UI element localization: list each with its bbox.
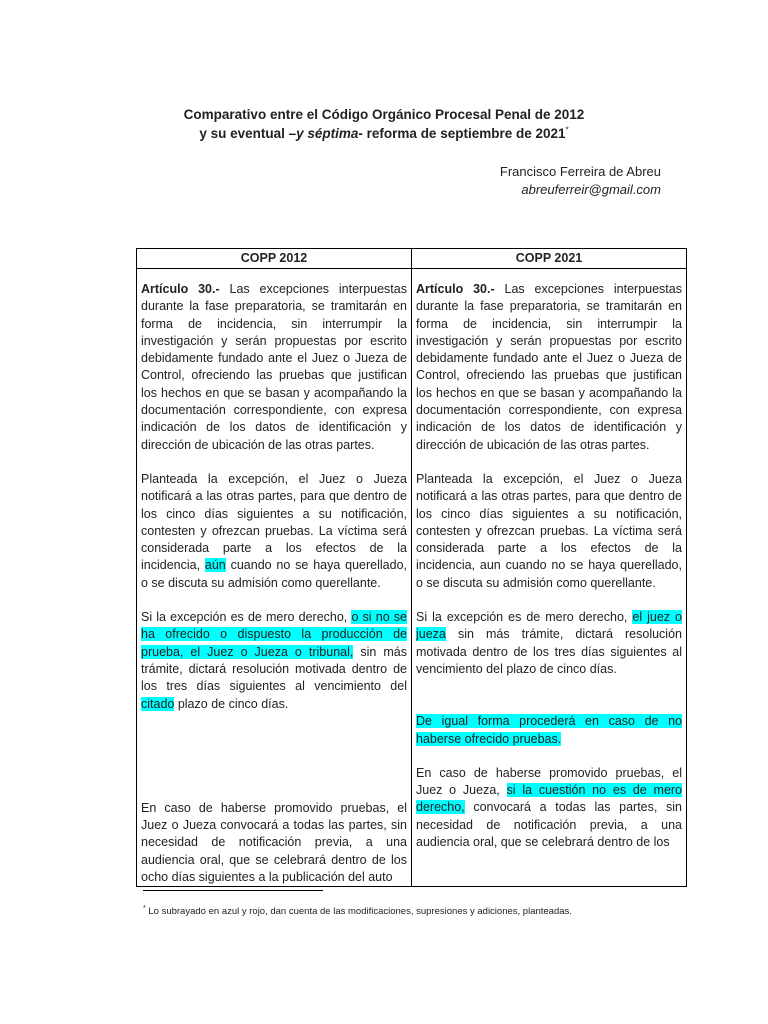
col2-p5-text-a: En caso de haberse promovido pruebas, el Juez o Jueza, [416, 765, 682, 798]
col1-p3-highlight-1: o si no se ha ofrecido o dispuesto la producción de prueba, el Juez o Jueza o tribunal, [141, 610, 408, 659]
title-footnote-mark: * [565, 125, 569, 135]
column-header-copp-2021: COPP 2021 [412, 249, 687, 269]
col1-p3-highlight-2: citado [141, 696, 175, 711]
col1-p1-text: Las excepciones interpuestas durante la fase preparatoria, se tramitarán en forma de incidencia, sin interrumpir la investigación y serán propuestas por escrito debidamente fundado ante el Juez o Jueza de Control, ofreciendo las pruebas que justifican los hechos en que se basan y acompañando la documentación correspondiente, con expresa indicación de los datos de identificación y dirección de ubicación de las otras partes. [141, 282, 407, 452]
col2-p1-text: Las excepciones interpuestas durante la fase preparatoria, se tramitarán en forma de incidencia, sin interrumpir la investigación y serán propuestas por escrito debidamente fundado ante el Juez o Jueza de Control, ofreciendo las pruebas que justifican los hechos en que se basan y acompañando la documentación correspondiente, con expresa indicación de los datos de identificación y dirección de ubicación de las otras partes. [416, 282, 682, 452]
col2-article-label: Artículo 30.- [416, 282, 495, 296]
table-header-row [137, 249, 687, 269]
col2-p3-text-b: sin más trámite, dictará resolución motivada dentro de los tres días siguientes al vencimiento del plazo de cinco días. [416, 627, 682, 676]
col1-article-label: Artículo 30.- [141, 282, 220, 296]
col1-p3-text-a: Si la excepción es de mero derecho, [141, 610, 352, 625]
col2-paragraph-5 [416, 765, 682, 851]
title-line2-end: - reforma de septiembre de 2021 [358, 126, 566, 141]
col1-paragraph-3 [141, 609, 407, 713]
document-title-line2 [0, 125, 768, 143]
col1-paragraph-4: En caso de haberse promovido pruebas, el Juez o Jueza convocará a todas las partes, sin necesidad de notificación previa, a una audiencia oral, que se celebrará dentro de los ocho días siguientes a la publicación del auto [141, 800, 407, 885]
footnote-separator [143, 890, 323, 891]
col1-blank-space [141, 730, 407, 800]
column-header-copp-2012: COPP 2012 [137, 249, 412, 269]
col2-paragraph-3 [416, 609, 682, 678]
col2-gap [416, 695, 682, 713]
col1-p3-text-c: plazo de cinco días. [174, 696, 289, 711]
author-email: abreuferreir@gmail.com [521, 182, 661, 197]
title-line2-start: y su eventual – [199, 126, 297, 141]
col2-p3-text-a: Si la excepción es de mero derecho, [416, 610, 633, 625]
col2-p5-text-b: convocará a todas las partes, sin necesidad de notificación previa, a una audiencia oral, que se celebrará dentro de los [416, 800, 682, 850]
footnote-mark: * [143, 905, 146, 912]
column-copp-2021 [412, 269, 687, 887]
col1-p2-text-a: Planteada la excepción, el Juez o Jueza notificará a las otras partes, para que dentro de los cinco días siguientes a su notificación, contesten y ofrezcan pruebas. La víctima será considerada parte a los efectos de la incidencia, [141, 471, 407, 573]
col2-p4-highlight: De igual forma procederá en caso de no haberse ofrecido pruebas. [416, 714, 682, 746]
col2-paragraph-2: Planteada la excepción, el Juez o Jueza notificará a las otras partes, para que dentro de los cinco días siguientes a su notificación, contesten y ofrezcan pruebas. La víctima será considerada parte a los efectos de la incidencia, aun cuando no se haya querellado, o se discuta su admisión como querellante. [416, 471, 682, 590]
comparison-table [136, 248, 687, 887]
col2-p5-highlight: si la cuestión no es de mero derecho, [416, 783, 683, 815]
col2-p3-highlight: el juez o jueza [416, 610, 683, 642]
table-body-row [137, 269, 687, 887]
col1-p3-text-b: sin más trámite, dictará resolución motivada dentro de los tres días siguientes al vencimiento del [141, 644, 407, 694]
footnote-text: Lo subrayado en azul y rojo, dan cuenta de las modificaciones, supresiones y adiciones, planteadas. [145, 906, 572, 918]
author-name: Francisco Ferreira de Abreu [499, 164, 661, 179]
col2-paragraph-1 [416, 281, 682, 454]
col1-p2-highlight: aún [204, 558, 226, 573]
footnote [143, 902, 572, 918]
document-title-line1: Comparativo entre el Código Orgánico Procesal Penal de 2012 [183, 107, 585, 122]
column-copp-2012 [137, 269, 412, 887]
col1-p2-text-b: cuando no se haya querellado, o se discuta su admisión como querellante. [141, 558, 407, 590]
title-line2-emphasis: y séptima [296, 126, 359, 141]
col2-paragraph-4 [416, 713, 682, 748]
col1-paragraph-1 [141, 281, 407, 454]
col1-paragraph-2 [141, 471, 407, 592]
